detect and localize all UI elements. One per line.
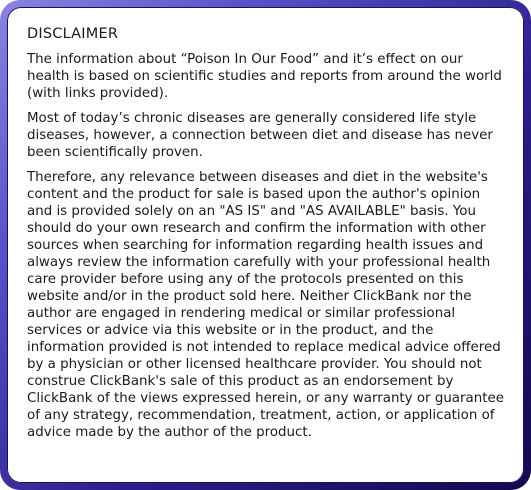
disclaimer-paragraph-intro: The information about “Poison In Our Food” and it’s effect on our health is based on scientific studies and reports from around the world (with links provided). bbox=[27, 52, 502, 101]
disclaimer-paragraph-chronic-diseases: Most of today’s chronic diseases are generally considered life style diseases, however, a connection between diet and disease has never been scientifically proven. bbox=[27, 111, 493, 160]
disclaimer-title: DISCLAIMER bbox=[27, 26, 119, 42]
disclaimer-paragraph-liability: Therefore, any relevance between diseases and diet in the website's content and the product for sale is based upon the author's opinion and is provided solely on an "AS IS" and "AS AVAILABLE" basis. You should do your own research and confirm the information with other sources when searching for information regarding health issues and always review the information carefully with your professional health care provider before using any of the protocols presented on this website and/or in the product sold here. Neither ClickBank nor the author are engaged in rendering medical or similar professional services or advice via this website or in the product, and the information provided is not intended to replace medical advice offered by a physician or other licensed healthcare provider. You should not construe ClickBank's sale of this product as an endorsement by ClickBank of the views expressed herein, or any warranty or guarantee of any strategy, recommendation, treatment, action, or application of advice made by the author of the product. bbox=[27, 170, 504, 440]
disclaimer-box bbox=[7, 7, 524, 483]
